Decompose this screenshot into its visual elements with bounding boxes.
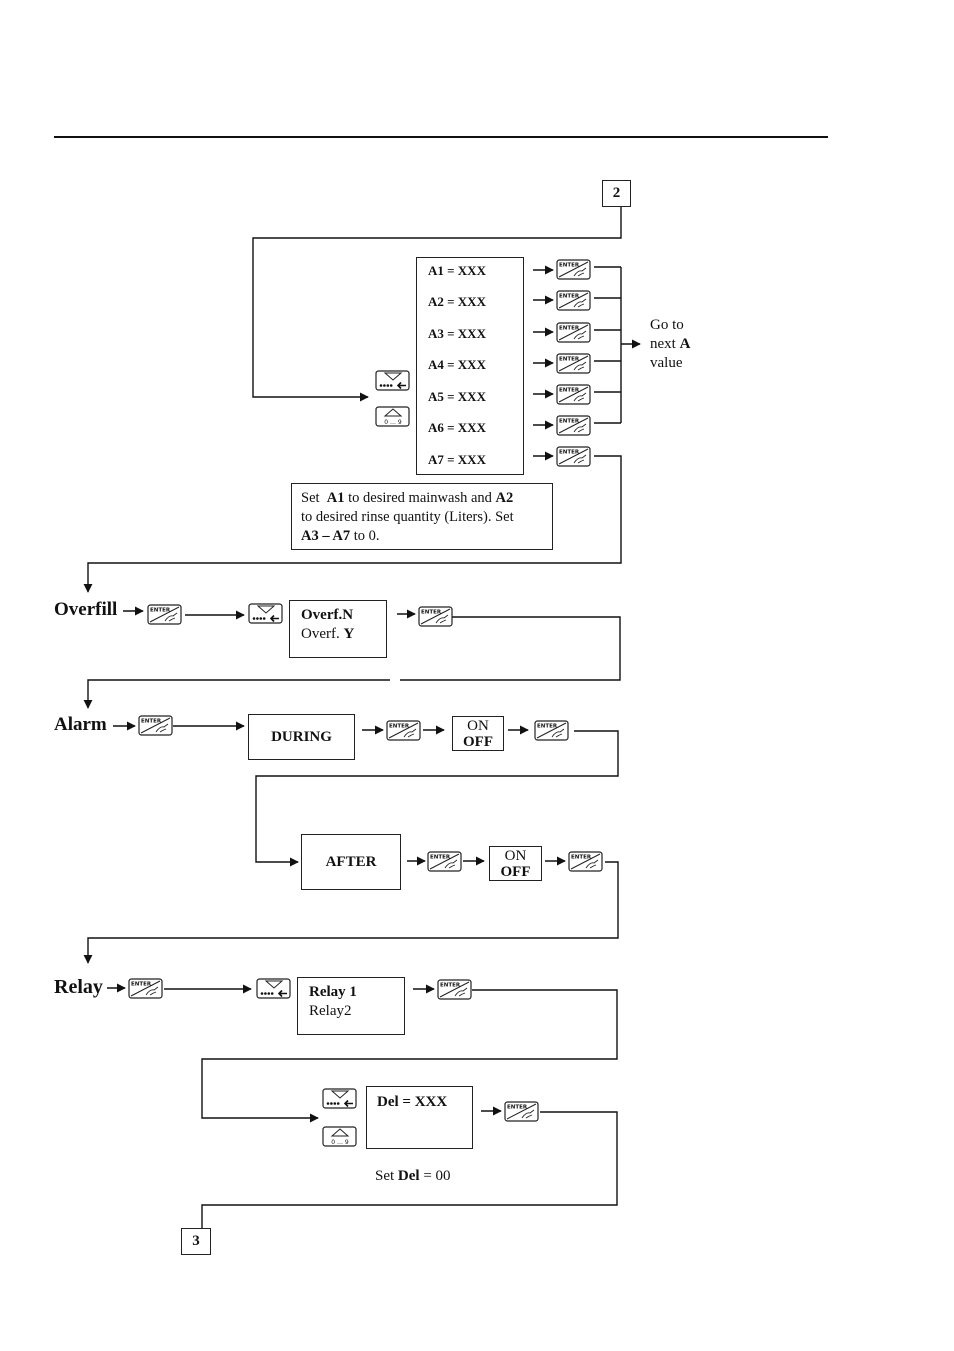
enter-key-icon (556, 446, 592, 467)
enter-key-label: ENTER (571, 854, 592, 861)
enter-button-a5[interactable] (556, 384, 592, 410)
alarm-during-onoff (452, 716, 504, 751)
enter-key-label: ENTER (537, 723, 558, 730)
goto-line-2 (650, 335, 690, 354)
shift-key-icon (248, 603, 284, 624)
instruction-part: Set (301, 490, 327, 506)
enter-key-label: ENTER (389, 723, 410, 730)
enter-button-overfill[interactable] (147, 604, 183, 630)
relay-label: Relay (54, 976, 103, 998)
shift-button-a[interactable] (375, 370, 411, 396)
alarm-during-off: OFF (463, 734, 493, 750)
goto-next-a-note (650, 316, 690, 373)
enter-button-after-confirm[interactable] (568, 851, 604, 877)
del-note-a: Set (375, 1168, 398, 1184)
enter-button-relay[interactable] (128, 978, 164, 1004)
enter-key-icon (556, 353, 592, 374)
enter-key-label: ENTER (131, 981, 152, 988)
alarm-after-on: ON (504, 848, 527, 864)
a-value-7: A7 = XXX (428, 452, 486, 467)
enter-button-a1[interactable] (556, 259, 592, 285)
connector-2 (602, 180, 631, 207)
enter-button-after[interactable] (427, 851, 463, 877)
enter-button-a7[interactable] (556, 446, 592, 472)
instruction-line-3 (301, 527, 514, 546)
alarm-after-off: OFF (500, 864, 531, 880)
alarm-after-text: AFTER (325, 853, 377, 870)
enter-key-label: ENTER (150, 607, 171, 614)
enter-button-a4[interactable] (556, 353, 592, 379)
enter-key-icon (418, 606, 454, 627)
inc-key-icon (375, 406, 411, 427)
enter-key-icon (556, 290, 592, 311)
a-value-3: A3 = XXX (428, 326, 486, 341)
instruction-part: A3 – A7 (301, 528, 351, 544)
enter-key-icon (556, 322, 592, 343)
goto-line-3: value (650, 355, 683, 371)
connector-3-label: 3 (192, 1233, 200, 1249)
enter-key-label: ENTER (559, 262, 580, 269)
increment-button-a[interactable] (375, 406, 411, 432)
enter-key-icon (556, 384, 592, 405)
relay-option-2: Relay2 (309, 1003, 352, 1019)
enter-button-relay-confirm[interactable] (437, 979, 473, 1005)
enter-key-label: ENTER (559, 418, 580, 425)
del-note (375, 1167, 451, 1186)
enter-key-icon (147, 604, 183, 625)
overfill-option-n (301, 606, 353, 625)
instruction-part: A2 (495, 490, 514, 506)
overfill-label: Overfill (54, 599, 118, 620)
digit-range-label: 0 … 9 (384, 419, 402, 426)
enter-key-label: ENTER (559, 293, 580, 300)
shift-key-icon (375, 370, 411, 391)
enter-button-alarm[interactable] (138, 715, 174, 741)
enter-key-label: ENTER (430, 854, 451, 861)
shift-key-icon (322, 1088, 358, 1109)
enter-key-icon (568, 851, 604, 872)
enter-button-during-confirm[interactable] (534, 720, 570, 746)
enter-key-label: ENTER (507, 1104, 528, 1111)
enter-key-icon (556, 415, 592, 436)
alarm-during-on: ON (467, 718, 489, 734)
enter-key-icon (427, 851, 463, 872)
goto-line-1: Go to (650, 317, 684, 333)
alarm-after-display (301, 834, 401, 890)
enter-key-label: ENTER (559, 356, 580, 363)
a-value-2: A2 = XXX (428, 294, 486, 309)
connector-2-label: 2 (612, 185, 621, 201)
enter-key-icon (437, 979, 473, 1000)
alarm-during-text: DURING (271, 728, 332, 745)
shift-button-overfill[interactable] (248, 603, 284, 629)
shift-button-del[interactable] (322, 1088, 358, 1114)
instruction-part: A1 (326, 490, 345, 506)
goto-line-2-bold: A (679, 336, 691, 352)
alarm-during-display (248, 714, 355, 760)
instruction-part: to desired mainwash and (344, 490, 496, 506)
enter-key-icon (556, 259, 592, 280)
overfill-option-y-b: Y (343, 626, 355, 642)
enter-key-label: ENTER (421, 609, 442, 616)
overfill-option-y-a: Overf. (301, 626, 344, 642)
instruction-line-1 (301, 489, 514, 508)
overfill-option-n-b: N (342, 607, 354, 623)
enter-key-icon (386, 720, 422, 741)
overfill-option-n-a: Overf. (301, 607, 343, 623)
del-note-b: Del (397, 1168, 420, 1184)
enter-key-icon (138, 715, 174, 736)
instruction-text (301, 489, 514, 546)
a-value-1: A1 = XXX (428, 263, 486, 278)
a-value-4: A4 = XXX (428, 357, 486, 372)
inc-key-icon (322, 1126, 358, 1147)
enter-button-a3[interactable] (556, 322, 592, 348)
enter-key-icon (534, 720, 570, 741)
a-value-6: A6 = XXX (428, 420, 486, 435)
enter-key-label: ENTER (440, 982, 461, 989)
shift-button-relay[interactable] (256, 978, 292, 1004)
goto-line-2-prefix: next (650, 336, 680, 352)
enter-key-icon (128, 978, 164, 999)
enter-button-during[interactable] (386, 720, 422, 746)
increment-button-del[interactable] (322, 1126, 358, 1152)
alarm-label: Alarm (54, 714, 107, 735)
alarm-after-onoff (489, 846, 542, 881)
instruction-part: to 0. (350, 528, 380, 544)
enter-key-label: ENTER (141, 718, 162, 725)
enter-key-label: ENTER (559, 325, 580, 332)
enter-key-label: ENTER (559, 387, 580, 394)
digit-range-label: 0 … 9 (331, 1139, 349, 1146)
enter-key-label: ENTER (559, 449, 580, 456)
del-value: Del = XXX (377, 1094, 448, 1110)
relay-option-1: Relay 1 (309, 984, 357, 1000)
a-value-5: A5 = XXX (428, 389, 486, 404)
enter-button-overfill-confirm[interactable] (418, 606, 454, 632)
del-note-c: = 00 (419, 1168, 451, 1184)
enter-key-icon (504, 1101, 540, 1122)
connector-3 (181, 1228, 211, 1255)
overfill-option-y (301, 625, 354, 644)
enter-button-a6[interactable] (556, 415, 592, 441)
shift-key-icon (256, 978, 292, 999)
enter-button-a2[interactable] (556, 290, 592, 316)
enter-button-del[interactable] (504, 1101, 540, 1127)
instruction-line-2: to desired rinse quantity (Liters). Set (301, 509, 514, 525)
